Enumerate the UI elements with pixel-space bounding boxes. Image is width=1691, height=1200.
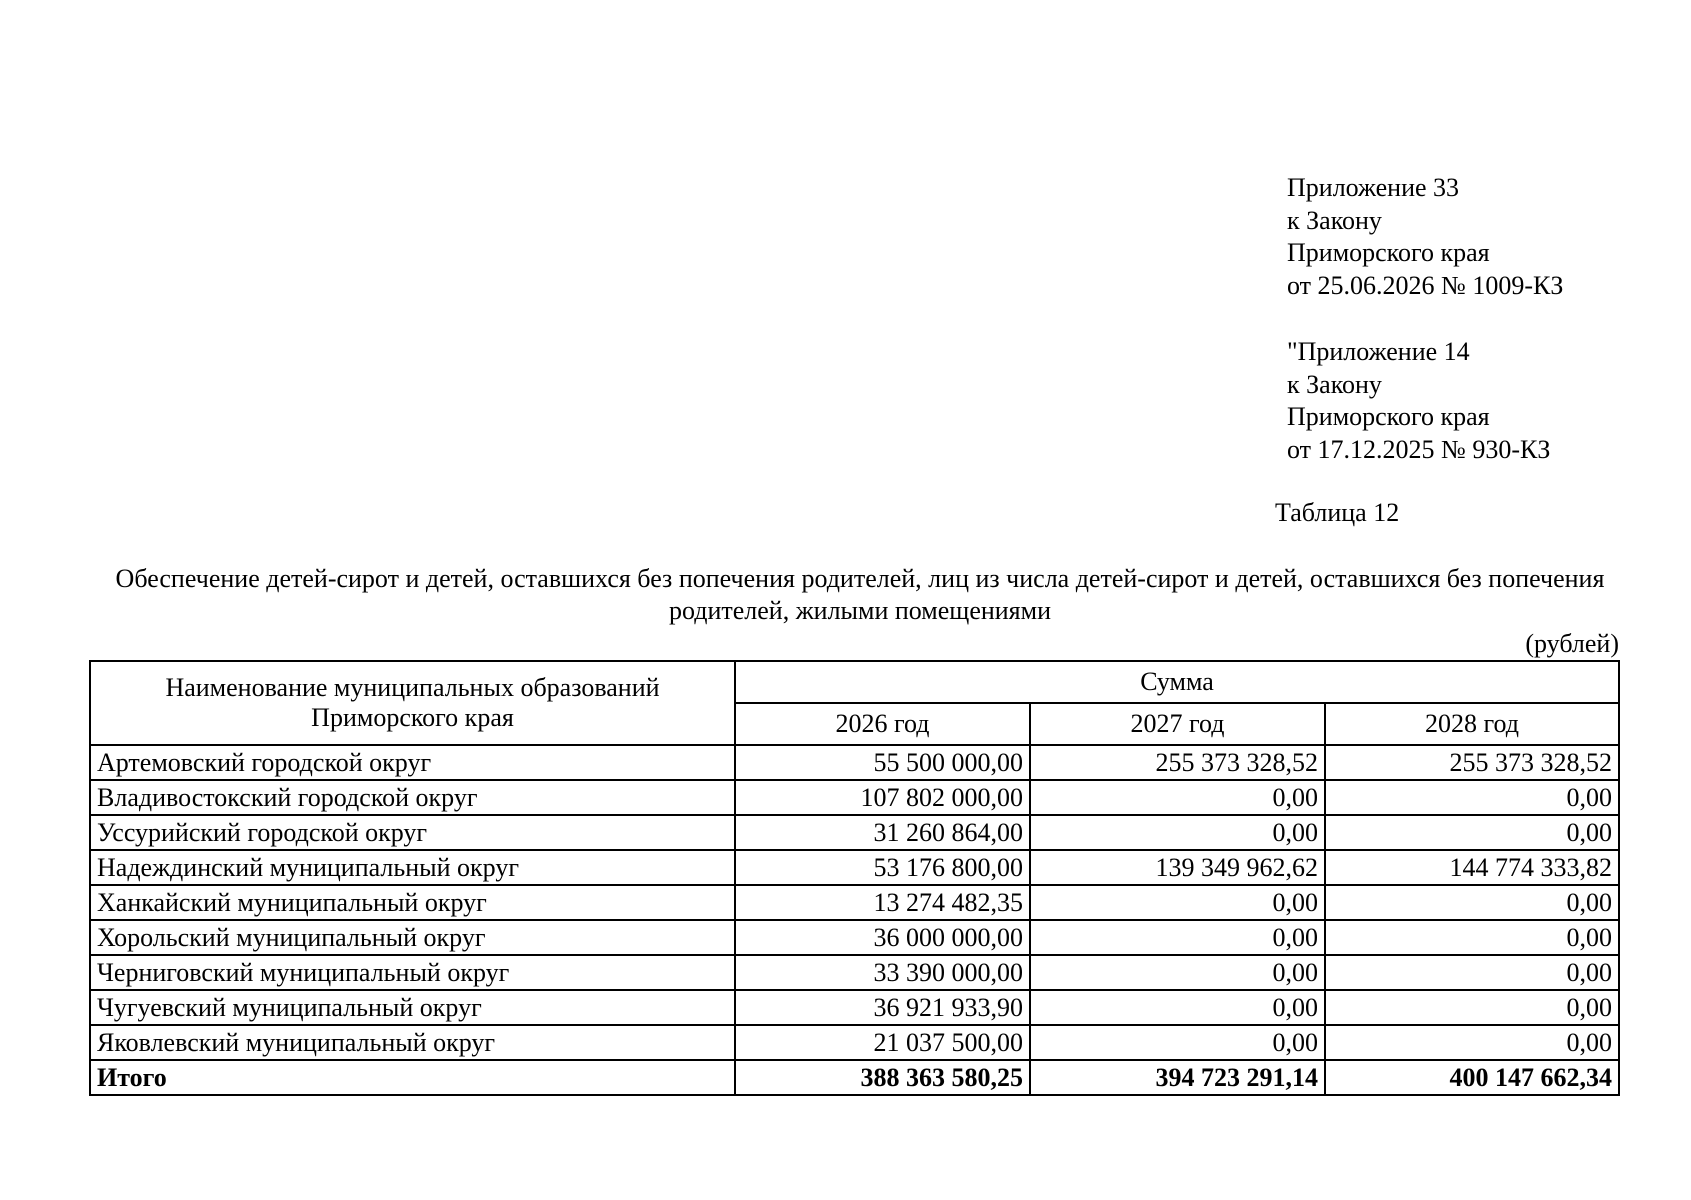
attachment-line: Приморского края	[1287, 402, 1490, 431]
amount-cell: 255 373 328,52	[1030, 745, 1325, 780]
amount-cell: 53 176 800,00	[735, 850, 1030, 885]
municipality-name: Черниговский муниципальный округ	[90, 955, 735, 990]
municipality-name: Яковлевский муниципальный округ	[90, 1025, 735, 1060]
attachment-line: к Закону	[1287, 369, 1382, 399]
previous-attachment-block	[1287, 336, 1550, 466]
amount-cell: 31 260 864,00	[735, 815, 1030, 850]
attachment-line: Приморского края	[1287, 238, 1490, 267]
table-row	[90, 955, 1619, 990]
municipality-name: Надеждинский муниципальный округ	[90, 850, 735, 885]
sum-column-header: Сумма	[735, 661, 1619, 703]
table-row	[90, 990, 1619, 1025]
amount-cell: 0,00	[1030, 1025, 1325, 1060]
amount-cell: 0,00	[1325, 1025, 1619, 1060]
amount-cell: 36 000 000,00	[735, 920, 1030, 955]
year-header: 2026 год	[735, 703, 1030, 745]
table-row	[90, 780, 1619, 815]
total-label: Итого	[90, 1060, 735, 1095]
table-row	[90, 885, 1619, 920]
table-row	[90, 1025, 1619, 1060]
amount-cell: 0,00	[1030, 885, 1325, 920]
amount-cell: 0,00	[1325, 990, 1619, 1025]
amount-cell: 255 373 328,52	[1325, 745, 1619, 780]
amount-cell: 0,00	[1030, 780, 1325, 815]
table-row	[90, 815, 1619, 850]
document-title: Обеспечение детей-сирот и детей, оставшихся без попечения родителей, лиц из числа детей-сирот и детей, оставшихся без попечения родителей, жилыми помещениями	[115, 564, 1605, 625]
amount-cell: 55 500 000,00	[735, 745, 1030, 780]
table-row	[90, 850, 1619, 885]
units-label: (рублей)	[1525, 629, 1619, 658]
header-line: Наименование муниципальных образований	[165, 673, 660, 702]
amount-cell: 0,00	[1325, 920, 1619, 955]
total-amount-cell: 394 723 291,14	[1030, 1060, 1325, 1095]
amount-cell: 13 274 482,35	[735, 885, 1030, 920]
amount-cell: 144 774 333,82	[1325, 850, 1619, 885]
amount-cell: 33 390 000,00	[735, 955, 1030, 990]
attachment-line: к Закону	[1287, 205, 1382, 235]
amount-cell: 0,00	[1325, 885, 1619, 920]
municipality-name: Хорольский муниципальный округ	[90, 920, 735, 955]
amount-cell: 0,00	[1030, 815, 1325, 850]
total-amount-cell: 400 147 662,34	[1325, 1060, 1619, 1095]
municipality-column-header	[90, 661, 735, 745]
year-header: 2028 год	[1325, 703, 1619, 745]
amount-cell: 139 349 962,62	[1030, 850, 1325, 885]
attachment-line: от 25.06.2026 № 1009-КЗ	[1287, 270, 1564, 300]
total-row	[90, 1060, 1619, 1095]
total-amount-cell: 388 363 580,25	[735, 1060, 1030, 1095]
attachment-line: от 17.12.2025 № 930-КЗ	[1287, 434, 1551, 464]
table-row	[90, 745, 1619, 780]
municipality-name: Владивостокский городской округ	[90, 780, 735, 815]
amount-cell: 36 921 933,90	[735, 990, 1030, 1025]
municipality-name: Чугуевский муниципальный округ	[90, 990, 735, 1025]
year-header: 2027 год	[1030, 703, 1325, 745]
amount-cell: 0,00	[1030, 990, 1325, 1025]
amount-cell: 0,00	[1030, 920, 1325, 955]
attachment-line: Приложение 33	[1287, 173, 1460, 202]
amount-cell: 107 802 000,00	[735, 780, 1030, 815]
municipality-name: Ханкайский муниципальный округ	[90, 885, 735, 920]
attachment-line: "Приложение 14	[1287, 337, 1470, 366]
amount-cell: 21 037 500,00	[735, 1025, 1030, 1060]
attachment-block	[1287, 172, 1563, 302]
municipality-name: Уссурийский городской округ	[90, 815, 735, 850]
table-header-row	[90, 661, 1619, 703]
amount-cell: 0,00	[1030, 955, 1325, 990]
amount-cell: 0,00	[1325, 815, 1619, 850]
amount-cell: 0,00	[1325, 955, 1619, 990]
amount-cell: 0,00	[1325, 780, 1619, 815]
header-line: Приморского края	[311, 703, 514, 732]
municipality-name: Артемовский городской округ	[90, 745, 735, 780]
table-row	[90, 920, 1619, 955]
funding-table	[89, 660, 1620, 1096]
table-number: Таблица 12	[1275, 498, 1400, 527]
